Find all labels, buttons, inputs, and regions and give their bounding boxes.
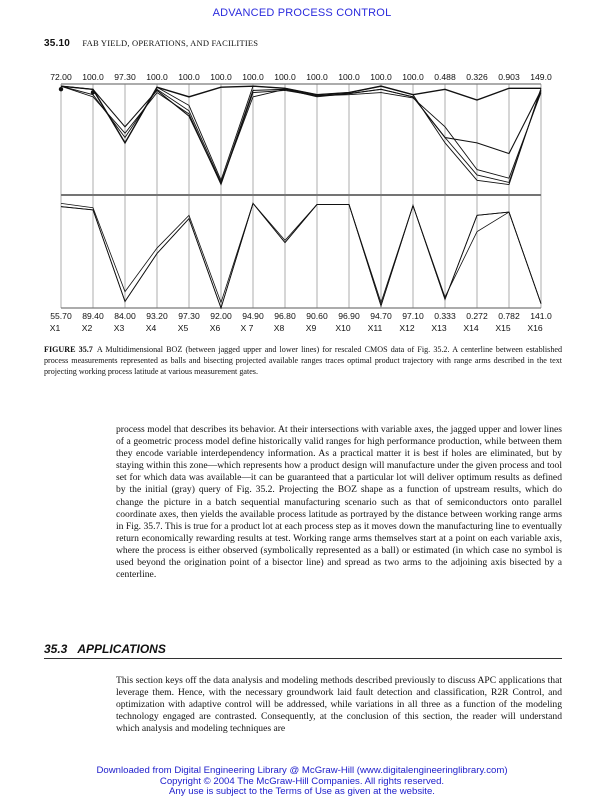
upper-tick-label: 100.0 <box>370 72 392 82</box>
section-number: 35.3 <box>44 642 68 656</box>
axis-name-label: X10 <box>335 323 351 333</box>
axis-name-label: X2 <box>81 323 93 333</box>
axis-name-label: X6 <box>209 323 221 333</box>
lower-tick-label: 90.60 <box>306 311 328 321</box>
lower-tick-label: 0.333 <box>434 311 456 321</box>
lower-tick-label: 0.272 <box>466 311 488 321</box>
running-head-title: FAB YIELD, OPERATIONS, AND FACILITIES <box>82 38 259 48</box>
process-ball-marker <box>91 90 95 94</box>
upper-tick-label: 0.488 <box>434 72 456 82</box>
centerline <box>61 86 541 183</box>
lower-jagged-line <box>61 203 541 308</box>
section-title: APPLICATIONS <box>77 642 166 656</box>
lower-tick-label: 141.0 <box>530 311 552 321</box>
upper-boundary-line <box>61 86 541 143</box>
upper-tick-label: 100.0 <box>402 72 424 82</box>
axis-name-label: X8 <box>273 323 285 333</box>
lower-tick-label: 93.20 <box>146 311 168 321</box>
lower-tick-label: 55.70 <box>50 311 72 321</box>
axis-name-label: X9 <box>305 323 317 333</box>
lower-jagged-line <box>61 203 541 303</box>
lower-tick-label: 96.90 <box>338 311 360 321</box>
boz-parallel-coordinates-chart <box>42 62 560 340</box>
lower-tick-label: 92.00 <box>210 311 232 321</box>
upper-jagged-line <box>61 86 541 184</box>
section-rule <box>44 658 562 659</box>
running-head <box>44 38 258 49</box>
upper-tick-label: 72.00 <box>50 72 72 82</box>
upper-tick-label: 149.0 <box>530 72 552 82</box>
lower-tick-label: 96.80 <box>274 311 296 321</box>
axis-name-label: X14 <box>463 323 479 333</box>
upper-tick-label: 0.326 <box>466 72 488 82</box>
figure-caption <box>44 344 562 377</box>
body-paragraph-1: process model that describes its behavior. At their intersections with variable axes, the jagged upper and lower lines of a geometric process model define historically valid ranges for high performance production, while between them they encode variable interdependency information. As a practical matter it is best if holes are eliminated, but by staying within this zone—which represents how a product design will manufacture under the given process and tool set for which data was available—it can be guaranteed that a particular lot will deliver optimum results as defined by the initial (gray) query of Fig. 35.2. Projecting the BOZ shape as a function of upstream results, which do change the picture in a batch sequential manufacturing scenario such as that of semiconductors onto parallel coordinate axes, then yields the available process latitude as portrayed by the distance between working range arms in Fig. 35.7. This is true for a product lot at each process step as it moves down the manufacturing line to eventually return economically rewarding results at test. Working range arms themselves start at a point on each variable axis, where the process is either observed (symbolically represented as a ball) or estimated (in which case no symbol is used beyond the origination point of a bisector line) and spread as two arms to the adjoining axis bisected by a centerline. <box>116 424 562 581</box>
footer-copyright: Copyright © 2004 The McGraw-Hill Companies. All rights reserved. <box>159 775 445 787</box>
upper-tick-label: 100.0 <box>146 72 168 82</box>
axis-name-label: X11 <box>367 323 383 333</box>
lower-tick-label: 97.30 <box>178 311 200 321</box>
page-number: 35.10 <box>44 38 71 49</box>
upper-jagged-line <box>61 86 541 182</box>
upper-tick-label: 100.0 <box>338 72 360 82</box>
lower-tick-label: 94.70 <box>370 311 392 321</box>
lower-tick-label: 94.90 <box>242 311 264 321</box>
upper-tick-label: 100.0 <box>210 72 232 82</box>
upper-tick-label: 100.0 <box>242 72 264 82</box>
axis-name-label: X 7 <box>240 323 254 333</box>
lower-tick-label: 89.40 <box>82 311 104 321</box>
figure-label: FIGURE 35.7 <box>44 345 93 354</box>
upper-tick-label: 97.30 <box>114 72 136 82</box>
figure-caption-text: A Multidimensional BOZ (between jagged upper and lower lines) for rescaled CMOS data of Fig. 35.2. A centerline between established process measurements represented as balls and bisecting projected available ranges traces optimal product trajectory with range arms described in the text projecting working process latitude at various measurement gates. <box>44 345 562 376</box>
lower-tick-label: 84.00 <box>114 311 136 321</box>
axis-name-label: X15 <box>495 323 511 333</box>
footer-terms: Any use is subject to the Terms of Use as given at the website. <box>169 786 435 797</box>
upper-tick-label: 100.0 <box>306 72 328 82</box>
axis-name-label: X12 <box>399 323 415 333</box>
axis-name-label: X1 <box>49 323 61 333</box>
axis-name-label: X4 <box>145 323 157 333</box>
lower-tick-label: 0.782 <box>498 311 520 321</box>
footer-download-link[interactable]: Downloaded from Digital Engineering Library @ McGraw-Hill (www.digitalengineeringlibrary.com) <box>96 765 508 776</box>
lower-tick-label: 97.10 <box>402 311 424 321</box>
axis-name-label: X5 <box>177 323 189 333</box>
upper-tick-label: 100.0 <box>82 72 104 82</box>
section-heading <box>44 642 166 656</box>
upper-tick-label: 0.903 <box>498 72 520 82</box>
header-banner: ADVANCED PROCESS CONTROL <box>212 7 392 19</box>
axis-name-label: X16 <box>527 323 543 333</box>
upper-jagged-line <box>61 86 541 184</box>
process-ball-marker <box>59 87 63 91</box>
lower-boundary-line <box>61 203 541 308</box>
body-paragraph-2: This section keys off the data analysis and modeling methods described previously to discuss APC applications that leverage them. Hence, with the necessary groundwork laid fault detection and classification, R2R Control, and optimization with adaptive control will be addressed, while variations in all three as a function of the modeling technology engaged are contrasted. Consequently, at the conclusion of this section, the reader will understand which analysis and modeling techniques are <box>116 675 562 735</box>
axis-name-label: X3 <box>113 323 125 333</box>
axis-name-label: X13 <box>431 323 447 333</box>
upper-tick-label: 100.0 <box>274 72 296 82</box>
footer-notice <box>0 766 604 798</box>
upper-tick-label: 100.0 <box>178 72 200 82</box>
